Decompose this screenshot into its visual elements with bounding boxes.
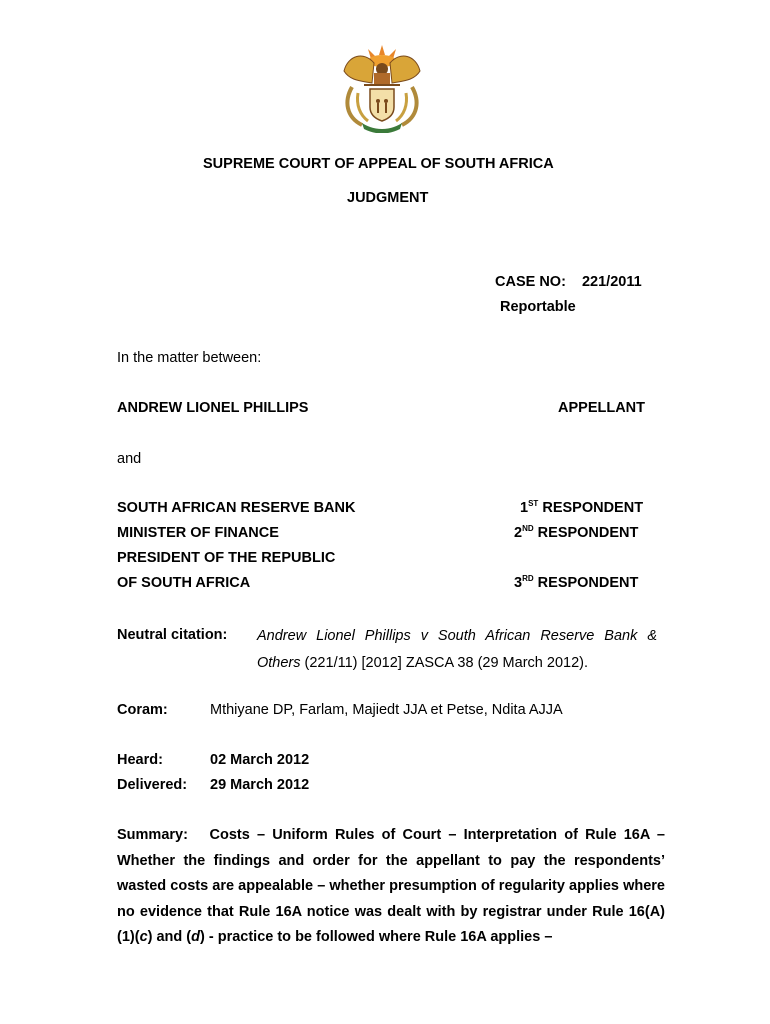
heard-value: 02 March 2012 — [210, 752, 310, 768]
respondent-3-role-label: RESPONDENT — [537, 575, 639, 591]
respondent-1-name: SOUTH AFRICAN RESERVE BANK — [117, 500, 356, 516]
respondent-2-role-label: RESPONDENT — [537, 525, 639, 541]
respondent-3-role — [514, 574, 638, 592]
heard-label: Heard: — [117, 752, 163, 768]
respondent-2-suffix: ND — [522, 524, 534, 533]
delivered-label: Delivered: — [117, 777, 188, 793]
case-number — [495, 273, 642, 291]
coram-value: Mthiyane DP, Farlam, Majiedt JJA et Petse, Ndita AJJA — [210, 702, 563, 718]
respondent-1-ordinal: 1 — [520, 500, 529, 516]
respondent-2-name: MINISTER OF FINANCE — [117, 525, 279, 541]
coram-label: Coram: — [117, 702, 168, 718]
respondent-1-role — [520, 499, 643, 517]
summary-text-3: ) - practice to be followed where Rule 16A applies – — [200, 929, 553, 945]
coat-of-arms-logo — [334, 41, 430, 133]
respondent-3-name-line2: OF SOUTH AFRICA — [117, 575, 251, 591]
parties-intro: In the matter between: — [117, 350, 262, 366]
respondent-3-ordinal: 3 — [514, 575, 523, 591]
reportable-label: Reportable — [500, 299, 576, 315]
case-number-label: CASE NO: — [495, 274, 566, 290]
respondent-2-role — [514, 524, 638, 542]
respondent-1-suffix: ST — [528, 499, 539, 508]
delivered-value: 29 March 2012 — [210, 777, 310, 793]
summary-paragraph — [117, 823, 665, 951]
summary-text: Costs – Uniform Rules of Court – Interpretation of Rule 16A – Whether the findings and order for the appellant to pay the respondents’ wasted costs are appealable – whether presumption of regularity applies where no evidence that Rule 16A notice was dealt with by registrar under Rule 16(A)(1)( — [117, 827, 665, 945]
summary-italic-d: d — [191, 929, 200, 945]
summary-label: Summary: — [117, 827, 188, 843]
and-connector: and — [117, 451, 142, 467]
neutral-citation-text — [257, 623, 657, 677]
citation-reference: (221/11) [2012] ZASCA 38 (29 March 2012). — [300, 655, 588, 671]
respondent-2-ordinal: 2 — [514, 525, 523, 541]
case-number-value: 221/2011 — [581, 274, 642, 290]
court-title: SUPREME COURT OF APPEAL OF SOUTH AFRICA — [203, 156, 554, 172]
citation-case-name: Andrew Lionel Phillips v South African Reserve Bank & Others — [257, 628, 657, 671]
appellant-role: APPELLANT — [558, 400, 645, 416]
respondent-3-suffix: RD — [522, 574, 534, 583]
document-type: JUDGMENT — [347, 190, 429, 206]
appellant-name: ANDREW LIONEL PHILLIPS — [117, 400, 309, 416]
summary-text-2: ) and ( — [147, 929, 192, 945]
respondent-3-name-line1: PRESIDENT OF THE REPUBLIC — [117, 550, 336, 566]
neutral-citation-label: Neutral citation: — [117, 627, 228, 643]
summary-italic-c: c — [139, 929, 148, 945]
respondent-1-role-label: RESPONDENT — [542, 500, 644, 516]
